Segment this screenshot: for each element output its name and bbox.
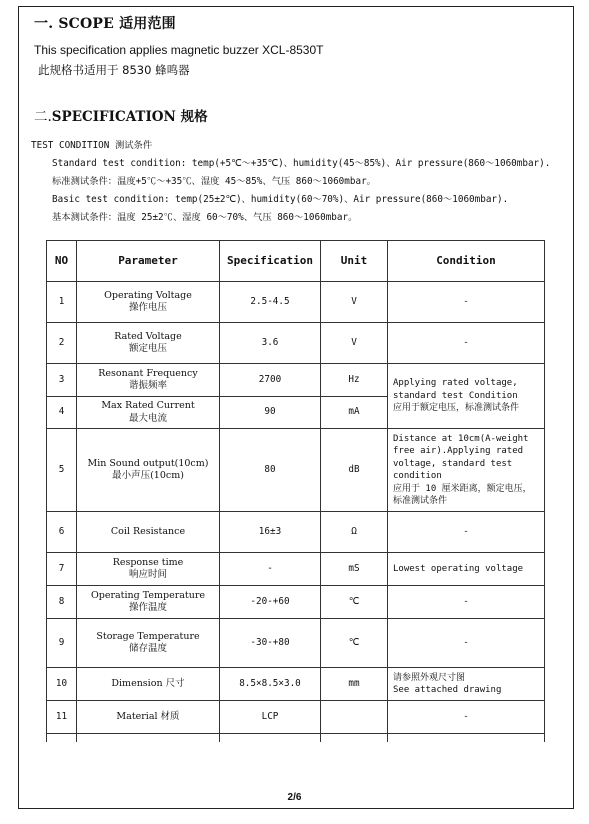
cell-no: 10 xyxy=(47,668,77,701)
header-parameter: Parameter xyxy=(77,241,220,282)
param-cn: 谐振频率 xyxy=(128,380,167,391)
param-cn: 储存温度 xyxy=(128,643,167,654)
cell-no: 4 xyxy=(47,397,77,429)
cell-parameter xyxy=(77,429,220,512)
cell-no: 1 xyxy=(47,282,77,323)
header-no: NO xyxy=(47,241,77,282)
cell-spec: LCP xyxy=(220,701,321,734)
table-row xyxy=(47,282,545,323)
basic-condition-en: Basic test condition: temp(25±2℃)、humidity(60～70%)、Air pressure(860～1060mbar). xyxy=(52,194,509,205)
standard-condition-en: Standard test condition: temp(+5℃～+35℃)、humidity(45～85%)、Air pressure(860～1060mbar). xyxy=(52,158,551,169)
cond-line: condition xyxy=(393,471,442,481)
param-en: Storage Temperature xyxy=(96,630,200,642)
scope-text-en: This specification applies magnetic buzzer XCL-8530T xyxy=(34,43,324,57)
param-en: Rated Voltage xyxy=(114,330,182,342)
cell-condition: - xyxy=(388,323,545,364)
param-cn: 最大电流 xyxy=(128,412,167,424)
cell-spec: 16±3 xyxy=(220,512,321,553)
cell-condition: - xyxy=(388,701,545,734)
cell-spec: -30-+80 xyxy=(220,619,321,668)
table-row xyxy=(47,323,545,364)
param-en: Min Sound output(10cm) xyxy=(87,457,209,469)
cond-line: 应用于 10 厘米距离，额定电压， xyxy=(393,483,532,494)
cell-no: 8 xyxy=(47,586,77,619)
cell-unit xyxy=(321,701,388,734)
table-header-row xyxy=(47,241,545,282)
param-en: Operating Voltage xyxy=(104,289,192,301)
param-en: Resonant Frequency xyxy=(98,367,198,379)
cell-condition: Lowest operating voltage xyxy=(388,553,545,586)
cond-line: 应用于额定电压，标准测试条件 xyxy=(393,403,520,414)
table-row xyxy=(47,586,545,619)
param-en: Response time xyxy=(112,556,184,568)
cond-line: free air).Applying rated xyxy=(393,446,524,456)
section-number: 二. xyxy=(34,109,52,125)
basic-condition-cn: 基本测试条件：温度 25±2℃、湿度 60～70%、气压 860～1060mbar。 xyxy=(52,212,358,223)
table-row-cut xyxy=(47,734,545,742)
cond-line: See attached drawing xyxy=(393,685,502,695)
cell-unit: V xyxy=(321,282,388,323)
param-cn: 最小声压(10cm) xyxy=(112,470,184,481)
table-row xyxy=(47,429,545,512)
param-cn: 响应时间 xyxy=(128,569,167,580)
cell-no: 3 xyxy=(47,364,77,397)
cell-spec: 2700 xyxy=(220,364,321,397)
cond-line: standard test Condition xyxy=(393,390,518,401)
cell-unit: Ω xyxy=(321,512,388,553)
cell-condition: - xyxy=(388,512,545,553)
cell-parameter xyxy=(77,619,220,668)
cell-unit: dB xyxy=(321,429,388,512)
cell-condition: - xyxy=(388,619,545,668)
test-condition-label: TEST CONDITION 测试条件 xyxy=(31,140,153,151)
cond-line: 标准测试条件 xyxy=(393,496,448,506)
table-row xyxy=(47,619,545,668)
cell-parameter xyxy=(77,364,220,397)
cell-empty xyxy=(321,734,388,742)
cell-parameter xyxy=(77,397,220,429)
param-cn: 操作电压 xyxy=(128,302,167,313)
specification-table xyxy=(46,240,545,742)
cell-no: 7 xyxy=(47,553,77,586)
table-row xyxy=(47,701,545,734)
cell-no: 9 xyxy=(47,619,77,668)
cell-unit: mA xyxy=(321,397,388,429)
cond-line: Distance at 10cm(A-weight xyxy=(393,433,529,444)
specification-title: SPECIFICATION 规格 xyxy=(51,109,208,125)
scope-text-cn: 此规格书适用于 8530 蜂鸣器 xyxy=(38,63,190,77)
cell-unit: ℃ xyxy=(321,619,388,668)
cell-parameter xyxy=(77,282,220,323)
table-row xyxy=(47,364,545,397)
cell-unit: ℃ xyxy=(321,586,388,619)
cell-parameter xyxy=(77,586,220,619)
cell-spec: 8.5×8.5×3.0 xyxy=(220,668,321,701)
page-number: 2/6 xyxy=(287,792,302,803)
cell-empty xyxy=(388,734,545,742)
cond-line: voltage, standard test xyxy=(393,458,513,469)
cell-unit: Hz xyxy=(321,364,388,397)
cell-no: 11 xyxy=(47,701,77,734)
cell-spec: 2.5-4.5 xyxy=(220,282,321,323)
cell-no: 6 xyxy=(47,512,77,553)
cell-parameter xyxy=(77,553,220,586)
cell-parameter: Dimension 尺寸 xyxy=(77,668,220,701)
cell-parameter xyxy=(77,323,220,364)
header-condition: Condition xyxy=(388,241,545,282)
cell-parameter: Coil Resistance xyxy=(77,512,220,553)
table-row xyxy=(47,553,545,586)
cell-parameter: Material 材质 xyxy=(77,701,220,734)
cell-condition xyxy=(388,668,545,701)
cell-spec: - xyxy=(220,553,321,586)
cell-empty xyxy=(47,734,77,742)
cell-condition: - xyxy=(388,282,545,323)
header-specification: Specification xyxy=(220,241,321,282)
cell-no: 5 xyxy=(47,429,77,512)
specification-heading xyxy=(34,105,208,125)
cell-spec: 3.6 xyxy=(220,323,321,364)
header-unit: Unit xyxy=(321,241,388,282)
cell-spec: -20-+60 xyxy=(220,586,321,619)
cell-unit: mS xyxy=(321,553,388,586)
cell-empty xyxy=(77,734,220,742)
table-row xyxy=(47,512,545,553)
cell-unit: V xyxy=(321,323,388,364)
cell-condition xyxy=(388,429,545,512)
param-en: Max Rated Current xyxy=(101,400,195,411)
cond-line: Applying rated voltage, xyxy=(393,378,518,389)
param-cn: 额定电压 xyxy=(128,343,167,354)
cell-empty xyxy=(220,734,321,742)
cell-no: 2 xyxy=(47,323,77,364)
cell-condition-merged xyxy=(388,364,545,429)
param-cn: 操作温度 xyxy=(128,602,167,613)
cond-line: 请参照外观尺寸图 xyxy=(393,672,466,683)
table-row xyxy=(47,668,545,701)
standard-condition-cn: 标准测试条件：温度+5℃～+35℃、湿度 45～85%、气压 860～1060mbar。 xyxy=(52,176,376,187)
cell-unit: mm xyxy=(321,668,388,701)
cell-spec: 80 xyxy=(220,429,321,512)
scope-heading: 一. SCOPE 适用范围 xyxy=(34,16,176,32)
cell-condition: - xyxy=(388,586,545,619)
cell-spec: 90 xyxy=(220,397,321,429)
param-en: Operating Temperature xyxy=(90,589,205,601)
